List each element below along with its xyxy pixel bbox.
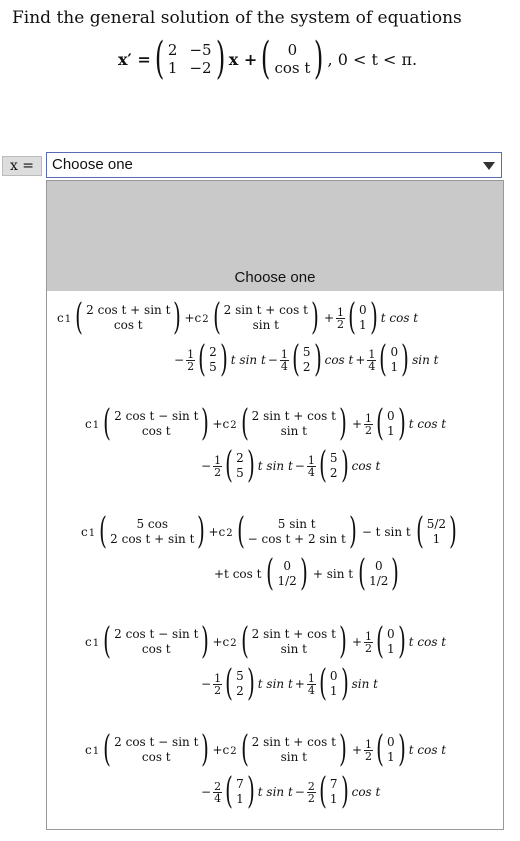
option-5[interactable]: c1 ( 2 cos t − sin t cos t ) + c2 ( 2 sin t + cos t sin t ) + $\frac{1}{2}$ ( 0 1 ) t cos t − $\frac{2}{4}$ ( 7 1 ) t sin t − $\frac{2}{2}$ ( 7 1 ) cos t: [85, 729, 447, 812]
option-4[interactable]: c1 ( 2 cos t − sin t cos t ) + c2 ( 2 sin t + cos t sin t ) + $\frac{1}{2}$ ( 0 1 ) t cos t − $\frac{1}{2}$ ( 5 2 ) t sin t + $\frac{1}{4}$ ( 0 1 ) sin t: [85, 621, 447, 704]
answer-label: x =: [2, 156, 42, 176]
select-value: Choose one: [52, 156, 133, 173]
forcing-vector: 0 cos t: [274, 41, 311, 77]
dropdown-list: [46, 180, 504, 830]
equation-system: x′ = ( 2 −5 1 −2 ) x + ( 0 cos t ) , 0 < t < π.: [118, 33, 418, 84]
answer-select[interactable]: [46, 152, 502, 178]
domain-text: , 0 < t < π.: [327, 49, 418, 69]
dropdown-caret-icon[interactable]: [483, 162, 495, 170]
option-1[interactable]: c1 ( 2 cos t + sin t cos t ) + c2 ( 2 sin t + cos t sin t ) + $\frac{1}{2}$ ( 0 1 ) t cos t − $\frac{1}{2}$ ( 2 5 ) t sin t − $\frac{1}{4}$ ( 5 2 ) cos t + $\frac{1}{4}$ ( 0 1 ) sin t: [57, 297, 439, 380]
question-text: Find the general solution of the system of equations: [12, 8, 462, 28]
dropdown-placeholder-option[interactable]: Choose one: [47, 181, 503, 291]
option-2[interactable]: c1 ( 2 cos t − sin t cos t ) + c2 ( 2 sin t + cos t sin t ) + $\frac{1}{2}$ ( 0 1 ) t cos t − $\frac{1}{2}$ ( 2 5 ) t sin t − $\frac{1}{4}$ ( 5 2 ) cos t: [85, 403, 447, 486]
lhs: x′ =: [118, 49, 151, 69]
coefficient-matrix: 2 −5 1 −2: [167, 41, 212, 77]
option-3[interactable]: c1 ( 5 cos 2 cos t + sin t ) + c2 ( 5 sin t − cos t + 2 sin t ) − t sin t ( 5/2 1 ) +t cos t ( 0 1/2 ) + sin t ( 0 1/2 ): [81, 511, 457, 594]
x-term: x +: [228, 49, 258, 69]
